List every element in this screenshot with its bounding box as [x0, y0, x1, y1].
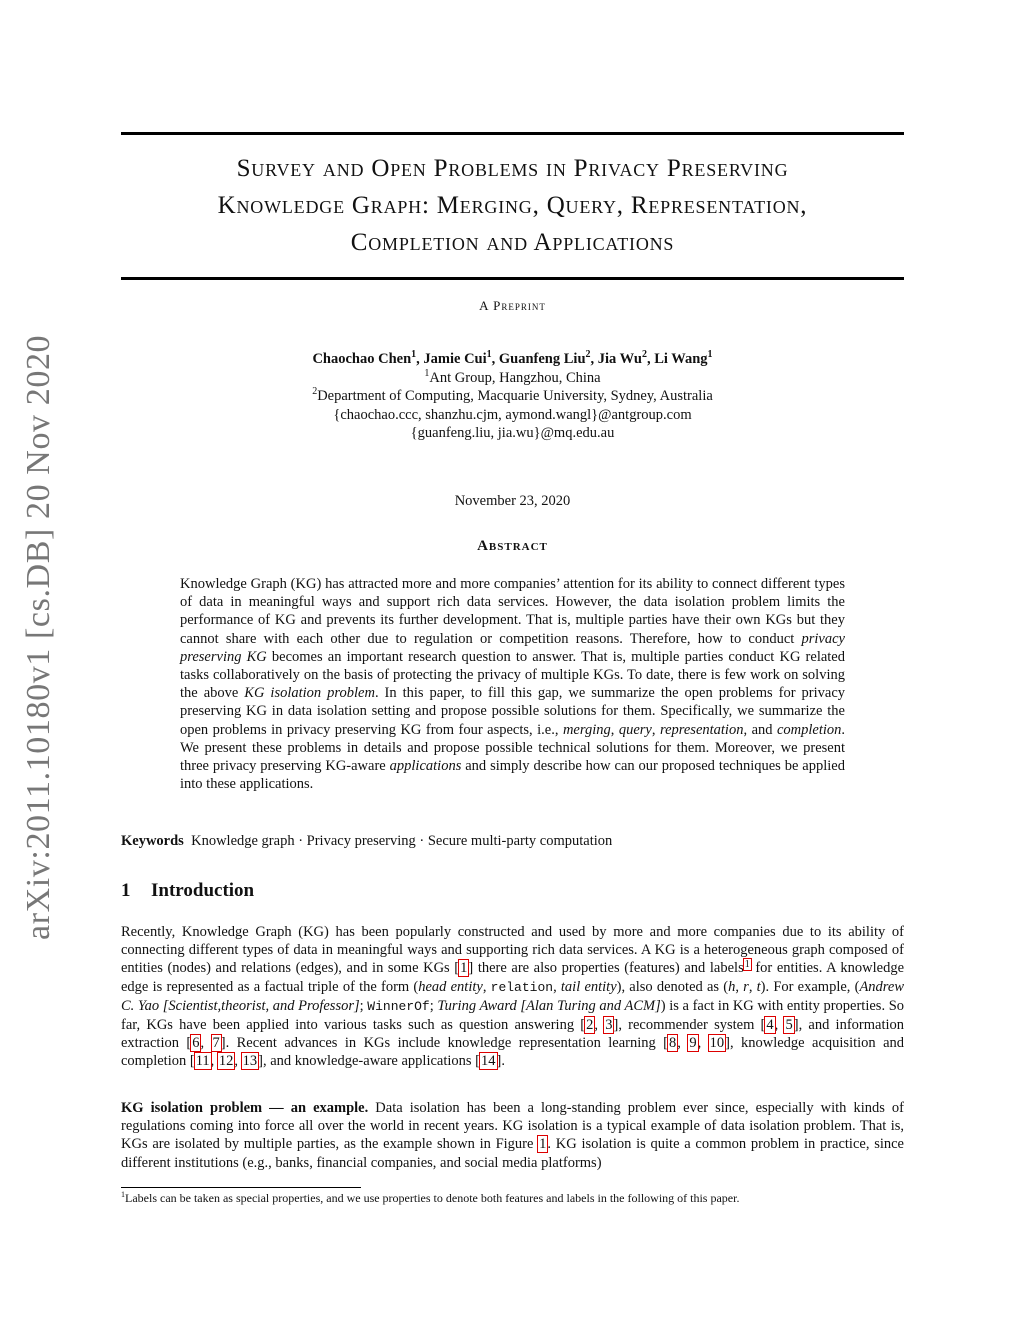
title-bottom-rule	[121, 277, 904, 280]
citation-link[interactable]: 10	[709, 1035, 725, 1052]
author-block	[121, 350, 904, 443]
citation-link[interactable]: 13	[242, 1053, 258, 1070]
footnote: $^1$Labels can be taken as special properties, and we use properties to denote both features and labels in the following of this paper.	[121, 1190, 740, 1205]
author-name: Guanfeng Liu	[498, 351, 586, 367]
intro-paragraph: Recently, Knowledge Graph (KG) has been popularly constructed and used by more and more companies due to its ability of connecting different types of data in meaningful ways and supporting rich data services. A KG is a heterogeneous graph composed of entities (nodes) and relations (edges), and in some KGs [1] there are also properties (features) and labels$^1$ for entities. A knowledge edge is represented as a factual triple of the form (head entity, relation, tail entity), also denoted as (h, r, t). For example, (Andrew C. Yao [Scientist,theorist, and Professor]; WinnerOf; Turing Award [Alan Turing and ACM]) is a fact in KG with entity properties. So far, KGs have been applied into various tasks such as question answering [2, 3], recommender system [4, 5], and information extraction [6, 7]. Recent advances in KGs include knowledge representation learning [8, 9, 10], knowledge acquisition and completion [11, 12, 13], and knowledge-aware applications [14].	[121, 924, 905, 1070]
arxiv-stamp: arXiv:2011.10180v1 [cs.DB] 20 Nov 2020	[20, 334, 57, 940]
citation-link[interactable]: 5	[785, 1017, 793, 1034]
isolation-paragraph: KG isolation problem — an example. Data isolation has been a long-standing problem ever since, especially with kinds of regulations coming into force all over the world in recent years. KG isolation is a typical example of data isolation problem. That is, KGs are isolated by multiple parties, as the example shown in Figure 1. KG isolation is quite a common problem in practice, since different institutions (e.g., banks, financial companies, and social media platforms)	[121, 1100, 904, 1171]
section-heading-introduction: 1 Introduction	[121, 880, 255, 901]
paragraph-lead: KG isolation problem — an example.	[121, 1100, 369, 1116]
affiliation-1: $^1$Ant Group, Hangzhou, China	[424, 367, 601, 386]
citation-link[interactable]: 11	[195, 1053, 210, 1070]
author-name: Jia Wu	[597, 351, 642, 367]
footnote-link[interactable]: 1	[744, 958, 750, 970]
citation-link[interactable]: 1	[460, 960, 468, 977]
citation-link[interactable]: 8	[669, 1035, 677, 1052]
title-top-rule	[121, 132, 904, 135]
email-line-1[interactable]: {chaochao.ccc, shanzhu.cjm, aymond.wangl}@antgroup.com	[333, 406, 692, 423]
citation-link[interactable]: 7	[212, 1035, 220, 1052]
figure-link[interactable]: 1	[539, 1136, 547, 1153]
citation-link[interactable]: 6	[192, 1035, 200, 1052]
keywords-text: Knowledge graph · Privacy preserving · Secure multi-party computation	[191, 833, 613, 849]
title-line-1: Survey and Open Problems in Privacy Preserving	[236, 155, 789, 182]
author-name: Li Wang	[654, 351, 708, 367]
footnote-rule	[121, 1187, 361, 1188]
citation-link[interactable]: 2	[586, 1017, 594, 1034]
title-line-2: Knowledge Graph: Merging, Query, Representation,	[217, 192, 808, 219]
title-line-3: Completion and Applications	[350, 229, 675, 256]
author-names: Chaochao Chen$^1$, Jamie Cui$^1$, Guanfeng Liu$^2$, Jia Wu$^2$, Li Wang$^1$	[312, 349, 713, 367]
abstract-heading: Abstract	[477, 538, 548, 554]
abstract-body: Knowledge Graph (KG) has attracted more and more companies’ attention for its ability to connect different types of data in meaningful ways and support rich data services. However, the data isolation problem limits the performance of KG and prevents its further development. That is, multiple parties have their own KGs but they cannot share with each other due to regulation or competition reasons. Therefore, how to conduct privacy preserving KG becomes an important research question to answer. That is, multiple parties conduct KG related tasks collaboratively on the basis of protecting the privacy of multiple KGs. To date, there is few work on solving the above KG isolation problem. In this paper, to fill this gap, we summarize the open problems for privacy preserving KG in data isolation setting and propose possible solutions for them. Specifically, we summarize the open problems in privacy preserving KG from four aspects, i.e., merging, query, representation, and completion. We present these problems in details and propose possible technical solutions for them. Moreover, we present three privacy preserving KG-aware applications and simply describe how can our proposed techniques be applied into these applications.	[180, 576, 846, 793]
paper-title	[121, 150, 904, 261]
citation-link[interactable]: 3	[605, 1017, 613, 1034]
citation-link[interactable]: 4	[766, 1017, 774, 1034]
citation-link[interactable]: 12	[218, 1053, 234, 1070]
citation-link[interactable]: 14	[481, 1053, 496, 1070]
email-line-2[interactable]: {guanfeng.liu, jia.wu}@mq.edu.au	[410, 425, 615, 441]
keywords-label: Keywords	[121, 833, 184, 849]
preprint-label: A Preprint	[479, 298, 546, 313]
citation-link[interactable]: 9	[689, 1035, 697, 1052]
author-name: Chaochao Chen	[312, 351, 412, 367]
author-name: Jamie Cui	[423, 351, 487, 367]
paper-date: November 23, 2020	[454, 493, 571, 509]
affiliation-2: $^2$Department of Computing, Macquarie University, Sydney, Australia	[312, 386, 713, 404]
keywords-line	[121, 833, 904, 850]
